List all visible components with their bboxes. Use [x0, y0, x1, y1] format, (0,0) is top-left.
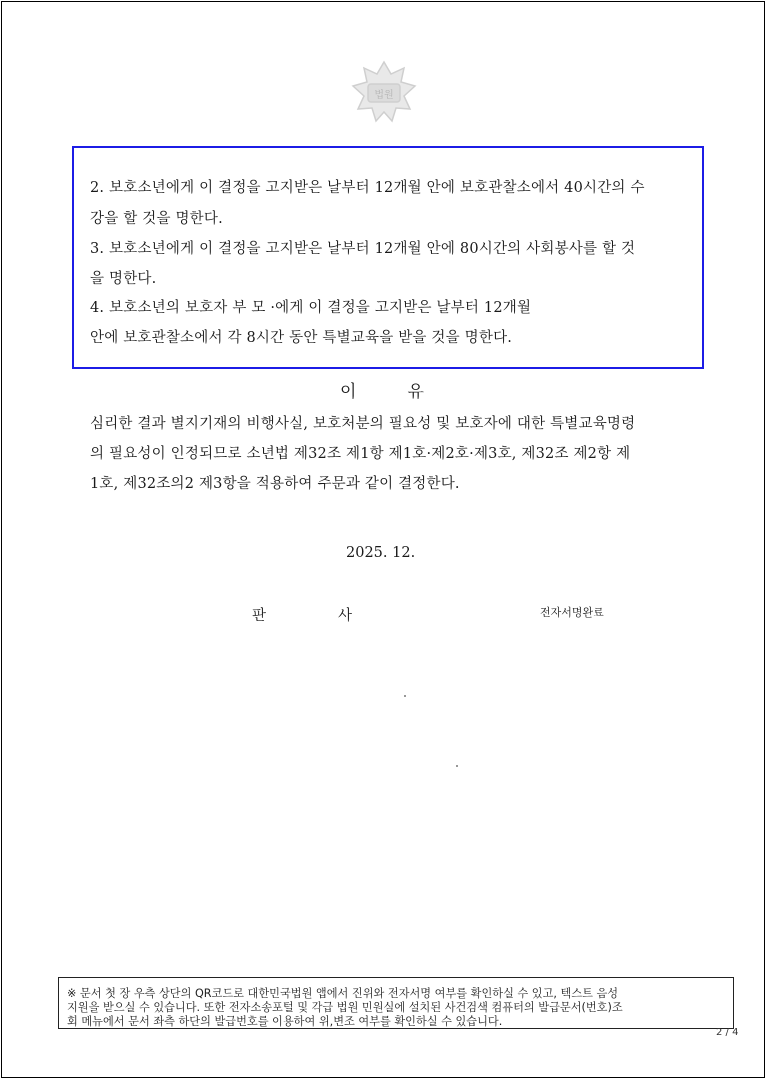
- watermark-text: 법원: [374, 90, 394, 101]
- judge-label: [252, 604, 352, 625]
- reason-heading-char-2: 유: [407, 382, 425, 402]
- signature-status: 전자서명완료: [540, 606, 604, 619]
- page-number: 2 / 4: [716, 1027, 739, 1038]
- order-line-4-cont: 안에 보호관찰소에서 각 8시간 동안 특별교육을 받을 것을 명한다.: [90, 330, 513, 346]
- scan-speck: [456, 765, 458, 767]
- reason-line: 의 필요성이 인정되므로 소년법 제32조 제1항 제1호·제2호·제3호, 제32조 제2항 제: [90, 446, 631, 462]
- reason-line: 심리한 결과 별지기재의 비행사실, 보호처분의 필요성 및 보호자에 대한 특별교육명령: [90, 416, 636, 432]
- order-line-2-cont: 강을 할 것을 명한다.: [90, 211, 223, 227]
- footer-line: 회 메뉴에서 문서 좌측 하단의 발급번호를 이용하여 위,변조 여부를 확인하실 수 있습니다.: [67, 1015, 503, 1028]
- scan-speck: [404, 695, 406, 697]
- order-line-3-cont: 을 명한다.: [90, 271, 157, 287]
- court-emblem-icon: [346, 56, 422, 126]
- reason-heading: [340, 377, 425, 402]
- order-line-2: 2. 보호소년에게 이 결정을 고지받은 날부터 12개월 안에 보호관찰소에서 40시간의 수: [90, 180, 645, 196]
- reason-heading-char-1: 이: [340, 382, 358, 402]
- judge-label-char-2: 사: [338, 608, 353, 624]
- footer-line: ※ 문서 첫 장 우측 상단의 QR코드로 대한민국법원 앱에서 진위와 전자서명 여부를 확인하실 수 있고, 텍스트 음성: [67, 987, 619, 1000]
- order-line-4: 4. 보호소년의 보호자 부 모 ·에게 이 결정을 고지받은 날부터 12개월: [90, 300, 532, 316]
- reason-line: 1호, 제32조의2 제3항을 적용하여 주문과 같이 결정한다.: [90, 476, 460, 492]
- order-line-3: 3. 보호소년에게 이 결정을 고지받은 날부터 12개월 안에 80시간의 사회봉사를 할 것: [90, 241, 636, 257]
- decision-date: 2025. 12.: [346, 545, 416, 561]
- footer-notice: [58, 977, 734, 1029]
- judge-label-char-1: 판: [252, 608, 267, 624]
- footer-line: 지원을 받으실 수 있습니다. 또한 전자소송포털 및 각급 법원 민원실에 설치된 사건검색 컴퓨터의 발급문서(번호)조: [67, 1001, 623, 1014]
